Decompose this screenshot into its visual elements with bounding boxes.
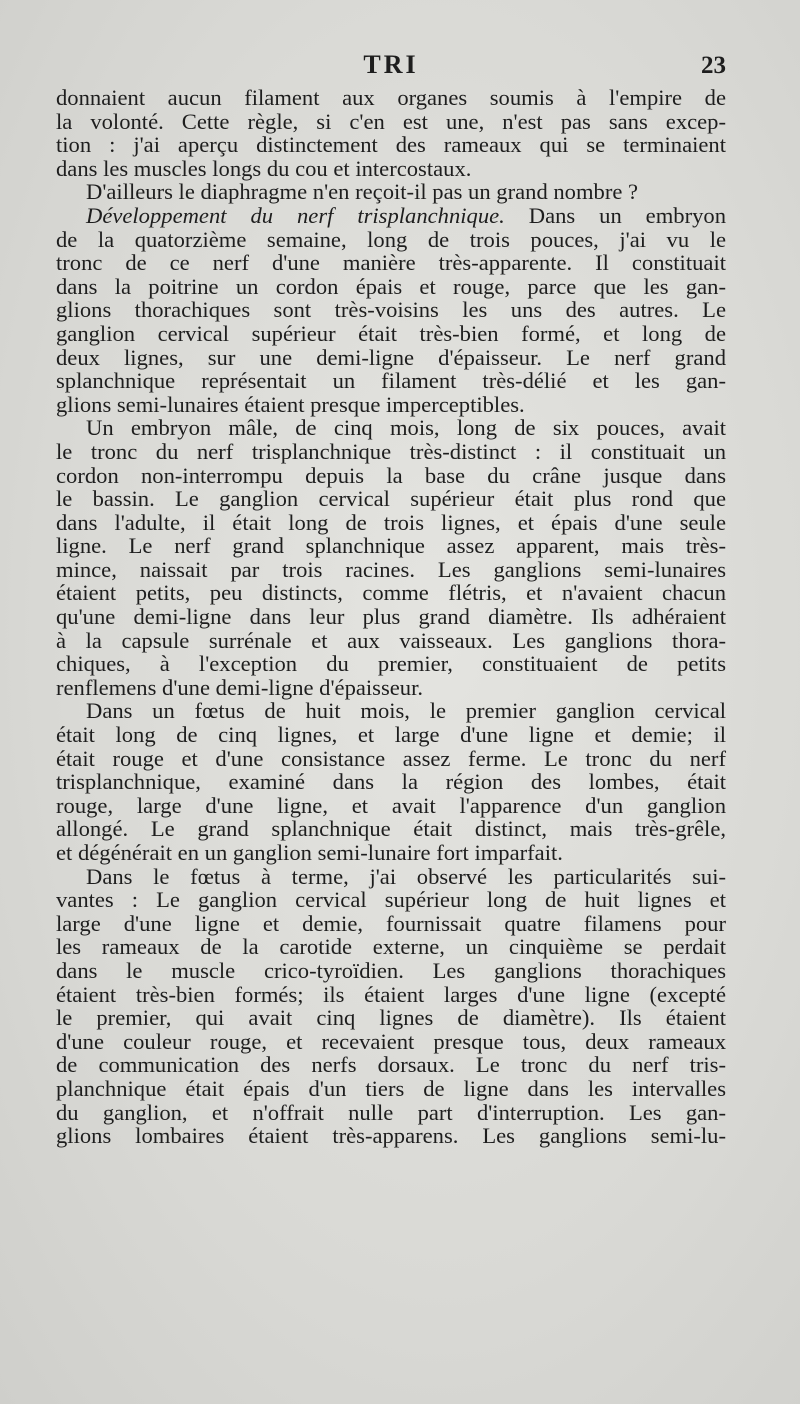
text-line: tronc de ce nerf d'une manière très-apparente. Il constituait [56, 250, 726, 276]
text-line: Dans un fœtus de huit mois, le premier ganglion cervical [86, 698, 726, 724]
text-line: étaient très-bien formés; ils étaient larges d'une ligne (excepté [56, 981, 726, 1007]
text-line: de la quatorzième semaine, long de trois pouces, j'ai vu le [56, 226, 726, 252]
section-heading: Développement du nerf trisplanchnique. [86, 202, 505, 228]
text-line: large d'une ligne et demie, fournissait quatre filamens pour [56, 910, 726, 936]
text-line: dans l'adulte, il était long de trois lignes, et épais d'une seule [56, 509, 726, 535]
text-line: le tronc du nerf trisplanchnique très-distinct : il constituait un [56, 438, 726, 464]
text-line: splanchnique représentait un filament très-délié et les gan- [56, 368, 726, 394]
text-line: glions semi-lunaires étaient presque imperceptibles. [56, 391, 525, 417]
text-line: ligne. Le nerf grand splanchnique assez apparent, mais très- [56, 533, 726, 559]
text-line: chiques, à l'exception du premier, constituaient de petits [56, 651, 726, 677]
text-line: deux lignes, sur une demi-ligne d'épaisseur. Le nerf grand [56, 344, 726, 370]
body-text [56, 86, 726, 1148]
text-line: qu'une demi-ligne dans leur plus grand diamètre. Ils adhéraient [56, 604, 726, 630]
text-line: Un embryon mâle, de cinq mois, long de six pouces, avait [86, 415, 726, 441]
text-line: étaient petits, peu distincts, comme flétris, et n'avaient chacun [56, 580, 726, 606]
text-line: ganglion cervical supérieur était très-bien formé, et long de [56, 320, 726, 346]
running-head [56, 50, 726, 86]
text-line: D'ailleurs le diaphragme n'en reçoit-il pas un grand nombre ? [86, 179, 639, 205]
text-line: trisplanchnique, examiné dans la région des lombes, était [56, 769, 726, 795]
text-line: glions lombaires étaient très-apparens. Les ganglions semi-lu- [56, 1123, 726, 1149]
text-line: mince, naissait par trois racines. Les ganglions semi-lunaires [56, 556, 726, 582]
text-line: tion : j'ai aperçu distinctement des rameaux qui se terminaient [56, 132, 726, 158]
text-line: Dans le fœtus à terme, j'ai observé les particularités sui- [86, 863, 726, 889]
text-line: dans la poitrine un cordon épais et rouge, parce que les gan- [56, 273, 726, 299]
text-line: planchnique était épais d'un tiers de ligne dans les intervalles [56, 1075, 726, 1101]
text-line: et dégénérait en un ganglion semi-lunaire fort imparfait. [56, 840, 563, 865]
text-line: était rouge et d'une consistance assez ferme. Le tronc du nerf [56, 745, 726, 771]
page-number: 23 [701, 52, 726, 79]
text-line: dans le muscle crico-tyroïdien. Les ganglions thorachiques [56, 957, 726, 983]
text-line: les rameaux de la carotide externe, un cinquième se perdait [56, 934, 726, 960]
text-line: allongé. Le grand splanchnique était distinct, mais très-grêle, [56, 816, 726, 842]
text-line: le premier, qui avait cinq lignes de diamètre). Ils étaient [56, 1005, 726, 1031]
text-line: était long de cinq lignes, et large d'une ligne et demie; il [56, 722, 726, 748]
text-line: dans les muscles longs du cou et intercostaux. [56, 155, 472, 181]
text-line: à la capsule surrénale et aux vaisseaux. Les ganglions thora- [56, 627, 726, 653]
text-line: donnaient aucun filament aux organes soumis à l'empire de [56, 85, 726, 110]
text-line: vantes : Le ganglion cervical supérieur long de huit lignes et [56, 887, 726, 913]
text-line: glions thorachiques sont très-voisins les uns des autres. Le [56, 297, 726, 323]
text-line: cordon non-interrompu depuis la base du crâne jusque dans [56, 462, 726, 488]
text-line: rouge, large d'une ligne, et avait l'apparence d'un ganglion [56, 792, 726, 818]
text-fragment: Dans un embryon [528, 202, 726, 228]
text-line: du ganglion, et n'offrait nulle part d'interruption. Les gan- [56, 1099, 726, 1125]
text-line: de communication des nerfs dorsaux. Le tronc du nerf tris- [56, 1052, 726, 1078]
text-line: d'une couleur rouge, et recevaient presque tous, deux rameaux [56, 1028, 726, 1054]
text-line: la volonté. Cette règle, si c'en est une, n'est pas sans excep- [56, 108, 726, 134]
running-title: TRI [363, 50, 419, 79]
text-line [56, 204, 726, 228]
text-line: le bassin. Le ganglion cervical supérieur était plus rond que [56, 486, 726, 512]
text-line: renflemens d'une demi-ligne d'épaisseur. [56, 674, 424, 700]
